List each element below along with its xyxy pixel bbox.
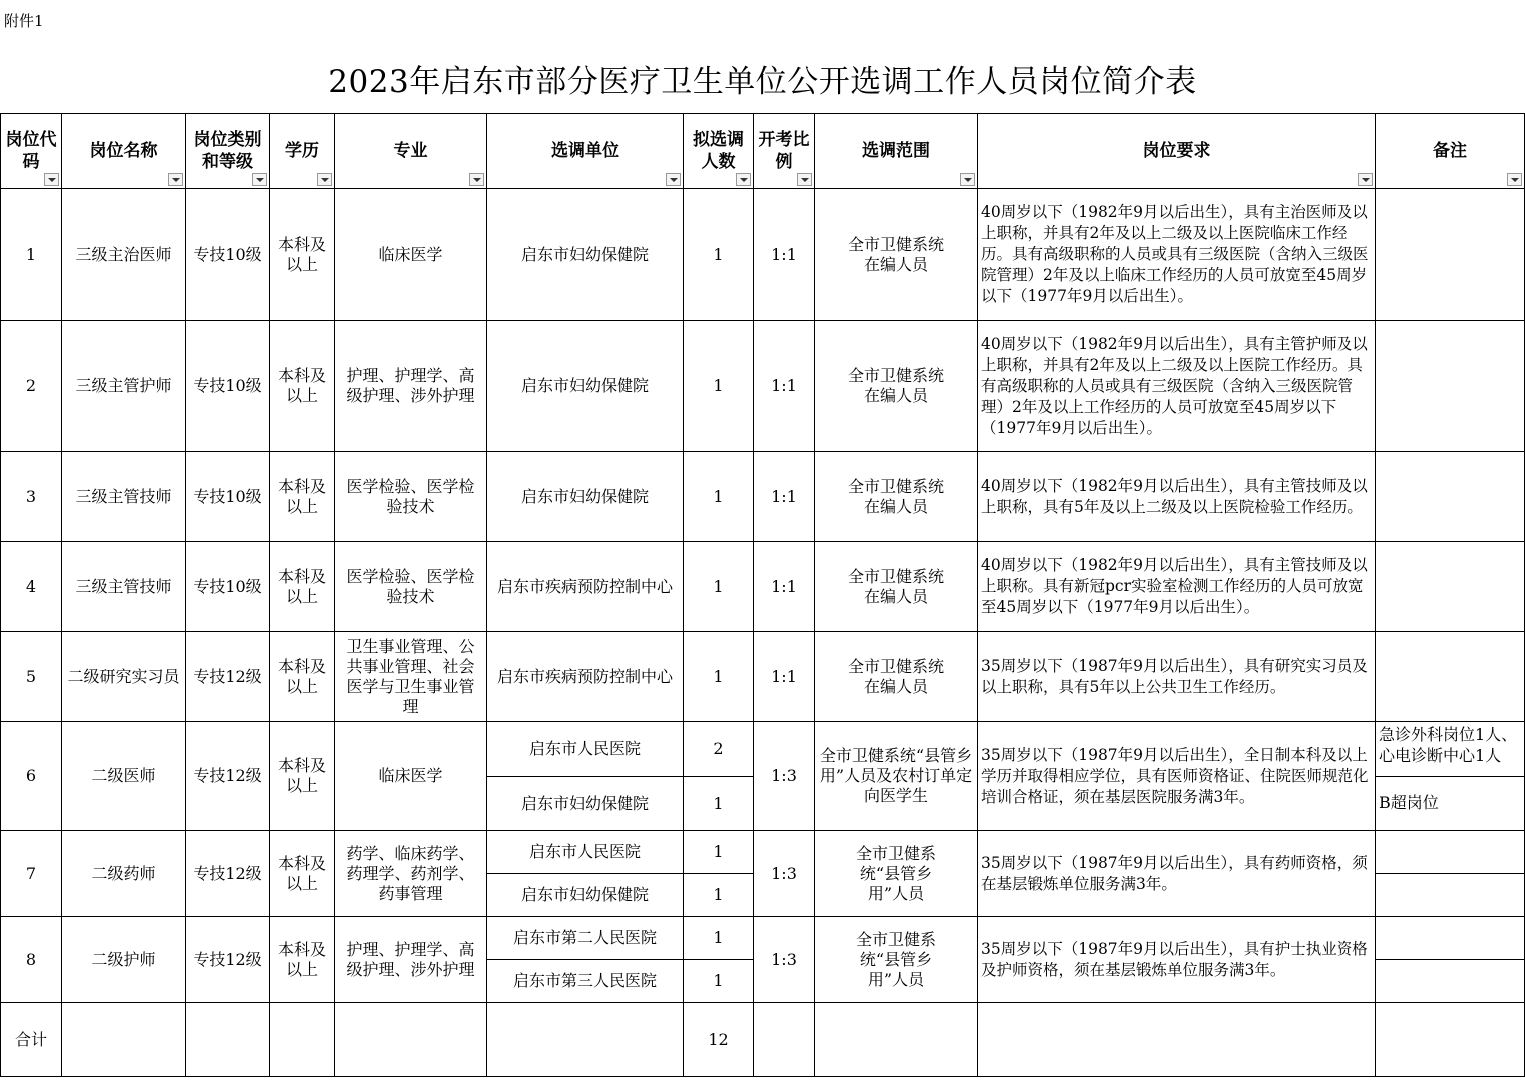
filter-dropdown-icon[interactable] [168, 173, 183, 186]
cell-requirement: 35周岁以下（1987年9月以后出生），全日制本科及以上学历并取得相应学位，具有医师资格证、住院医师规范化培训合格证，须在基层医院服务满3年。 [978, 722, 1376, 831]
header-major: 专业 [335, 114, 487, 189]
cell-scope: 全市卫健系统在编人员 [815, 452, 978, 542]
cell-education: 本科及以上 [270, 632, 335, 722]
cell-count: 1 [684, 831, 754, 874]
cell-category: 专技10级 [186, 321, 270, 452]
cell-count: 1 [684, 189, 754, 321]
cell-requirement: 35周岁以下（1987年9月以后出生），具有药师资格，须在基层锻炼单位服务满3年。 [978, 831, 1376, 917]
filter-dropdown-icon[interactable] [797, 173, 812, 186]
table-row [1, 722, 1525, 777]
cell-unit: 启东市妇幼保健院 [487, 321, 684, 452]
header-requirement: 岗位要求 [978, 114, 1376, 189]
cell-remark [1376, 960, 1525, 1003]
cell-code: 8 [1, 917, 62, 1003]
header-scope: 选调范围 [815, 114, 978, 189]
cell-ratio: 1:1 [754, 632, 815, 722]
cell-count: 2 [684, 722, 754, 777]
cell-category: 专技12级 [186, 632, 270, 722]
cell-category: 专技12级 [186, 917, 270, 1003]
cell-ratio: 1:1 [754, 452, 815, 542]
filter-dropdown-icon[interactable] [44, 173, 59, 186]
cell-category: 专技12级 [186, 831, 270, 917]
table-row [1, 632, 1525, 722]
table-row [1, 917, 1525, 960]
cell-count: 1 [684, 917, 754, 960]
header-row [1, 114, 1525, 189]
cell-count: 1 [684, 874, 754, 917]
cell-remark [1376, 321, 1525, 452]
cell-requirement: 35周岁以下（1987年9月以后出生），具有护士执业资格及护师资格，须在基层锻炼单位服务满3年。 [978, 917, 1376, 1003]
cell-count: 1 [684, 777, 754, 831]
cell-remark [1376, 452, 1525, 542]
header-name: 岗位名称 [62, 114, 186, 189]
cell-unit: 启东市妇幼保健院 [487, 189, 684, 321]
cell-category: 专技12级 [186, 722, 270, 831]
cell-unit: 启东市妇幼保健院 [487, 777, 684, 831]
cell-ratio: 1:1 [754, 542, 815, 632]
cell-ratio: 1:1 [754, 189, 815, 321]
cell-remark [1376, 542, 1525, 632]
cell-education: 本科及以上 [270, 452, 335, 542]
remark-text: B超岗位 [1379, 793, 1439, 812]
cell-code: 1 [1, 189, 62, 321]
filter-dropdown-icon[interactable] [1358, 173, 1373, 186]
cell-remark [1376, 831, 1525, 874]
cell-code: 4 [1, 542, 62, 632]
cell-unit: 启东市人民医院 [487, 831, 684, 874]
cell-category: 专技10级 [186, 452, 270, 542]
header-unit: 选调单位 [487, 114, 684, 189]
cell-code: 5 [1, 632, 62, 722]
table-row [1, 831, 1525, 874]
cell-name: 三级主管技师 [62, 542, 186, 632]
cell-unit: 启东市疾病预防控制中心 [487, 542, 684, 632]
filter-dropdown-icon[interactable] [736, 173, 751, 186]
cell-unit: 启东市妇幼保健院 [487, 874, 684, 917]
cell-name: 二级药师 [62, 831, 186, 917]
cell-name: 二级医师 [62, 722, 186, 831]
cell-requirement: 40周岁以下（1982年9月以后出生），具有主管护师及以上职称，并具有2年及以上二级及以上医院工作经历。具有高级职称的人员或具有三级医院（含纳入三级医院管理）2年及以上工作经历的人员可放宽至45周岁以下（1977年9月以后出生）。 [978, 321, 1376, 452]
total-label: 合计 [1, 1003, 62, 1077]
cell-education: 本科及以上 [270, 722, 335, 831]
cell-scope: 全市卫健系统“县管乡用”人员及农村订单定向医学生 [815, 722, 978, 831]
cell-requirement: 35周岁以下（1987年9月以后出生），具有研究实习员及以上职称，具有5年以上公共卫生工作经历。 [978, 632, 1376, 722]
cell-unit: 启东市人民医院 [487, 722, 684, 777]
cell-requirement: 40周岁以下（1982年9月以后出生），具有主管技师及以上职称。具有新冠pcr实验室检测工作经历的人员可放宽至45周岁以下（1977年9月以后出生）。 [978, 542, 1376, 632]
table-row [1, 321, 1525, 452]
cell-remark [1376, 189, 1525, 321]
cell-major: 护理、护理学、高级护理、涉外护理 [335, 321, 487, 452]
cell-major: 药学、临床药学、药理学、药剂学、药事管理 [335, 831, 487, 917]
filter-dropdown-icon[interactable] [252, 173, 267, 186]
total-row [1, 1003, 1525, 1077]
cell-major: 护理、护理学、高级护理、涉外护理 [335, 917, 487, 1003]
remark-text: 急诊外科岗位1人、心电诊断中心1人 [1379, 725, 1518, 765]
filter-dropdown-icon[interactable] [317, 173, 332, 186]
cell-name: 三级主管护师 [62, 321, 186, 452]
filter-dropdown-icon[interactable] [666, 173, 681, 186]
cell-major: 医学检验、医学检验技术 [335, 452, 487, 542]
cell-count: 1 [684, 632, 754, 722]
header-code: 岗位代码 [1, 114, 62, 189]
cell-name: 二级护师 [62, 917, 186, 1003]
positions-table [0, 113, 1525, 1077]
cell-education: 本科及以上 [270, 321, 335, 452]
cell-count: 1 [684, 452, 754, 542]
cell-unit: 启东市第二人民医院 [487, 917, 684, 960]
cell-count: 1 [684, 542, 754, 632]
header-category: 岗位类别和等级 [186, 114, 270, 189]
cell-ratio: 1:3 [754, 722, 815, 831]
cell-unit: 启东市妇幼保健院 [487, 452, 684, 542]
cell-category: 专技10级 [186, 189, 270, 321]
cell-remark [1376, 722, 1525, 777]
cell-unit: 启东市第三人民医院 [487, 960, 684, 1003]
cell-scope: 全市卫健系统“县管乡用”人员 [815, 917, 978, 1003]
cell-major: 临床医学 [335, 722, 487, 831]
cell-scope: 全市卫健系统在编人员 [815, 632, 978, 722]
page-title: 2023年启东市部分医疗卫生单位公开选调工作人员岗位简介表 [328, 64, 1197, 100]
table-row [1, 452, 1525, 542]
header-remark: 备注 [1376, 114, 1525, 189]
cell-ratio: 1:3 [754, 917, 815, 1003]
cell-code: 6 [1, 722, 62, 831]
cell-major: 医学检验、医学检验技术 [335, 542, 487, 632]
cell-scope: 全市卫健系统在编人员 [815, 321, 978, 452]
cell-education: 本科及以上 [270, 542, 335, 632]
cell-scope: 全市卫健系统在编人员 [815, 542, 978, 632]
cell-remark [1376, 777, 1525, 831]
cell-name: 三级主管技师 [62, 452, 186, 542]
cell-count: 1 [684, 960, 754, 1003]
cell-remark [1376, 874, 1525, 917]
cell-education: 本科及以上 [270, 189, 335, 321]
cell-ratio: 1:1 [754, 321, 815, 452]
table-row [1, 189, 1525, 321]
cell-code: 7 [1, 831, 62, 917]
cell-remark [1376, 917, 1525, 960]
cell-category: 专技10级 [186, 542, 270, 632]
cell-scope: 全市卫健系统“县管乡用”人员 [815, 831, 978, 917]
cell-code: 2 [1, 321, 62, 452]
cell-requirement: 40周岁以下（1982年9月以后出生），具有主管技师及以上职称，具有5年及以上二级及以上医院检验工作经历。 [978, 452, 1376, 542]
cell-unit: 启东市疾病预防控制中心 [487, 632, 684, 722]
cell-code: 3 [1, 452, 62, 542]
cell-name: 三级主治医师 [62, 189, 186, 321]
filter-dropdown-icon[interactable] [960, 173, 975, 186]
cell-remark [1376, 632, 1525, 722]
header-education: 学历 [270, 114, 335, 189]
cell-ratio: 1:3 [754, 831, 815, 917]
cell-major: 临床医学 [335, 189, 487, 321]
cell-count: 1 [684, 321, 754, 452]
cell-name: 二级研究实习员 [62, 632, 186, 722]
header-count: 拟选调人数 [684, 114, 754, 189]
table-row [1, 542, 1525, 632]
filter-dropdown-icon[interactable] [1507, 173, 1522, 186]
cell-major: 卫生事业管理、公共事业管理、社会医学与卫生事业管理 [335, 632, 487, 722]
filter-dropdown-icon[interactable] [469, 173, 484, 186]
cell-requirement: 40周岁以下（1982年9月以后出生），具有主治医师及以上职称，并具有2年及以上二级及以上医院临床工作经历。具有高级职称的人员或具有三级医院（含纳入三级医院管理）2年及以上临床工作经历的人员可放宽至45周岁以下（1977年9月以后出生）。 [978, 189, 1376, 321]
header-ratio: 开考比例 [754, 114, 815, 189]
cell-scope: 全市卫健系统在编人员 [815, 189, 978, 321]
cell-education: 本科及以上 [270, 831, 335, 917]
total-count: 12 [684, 1003, 754, 1077]
attachment-label: 附件1 [4, 12, 44, 30]
cell-education: 本科及以上 [270, 917, 335, 1003]
